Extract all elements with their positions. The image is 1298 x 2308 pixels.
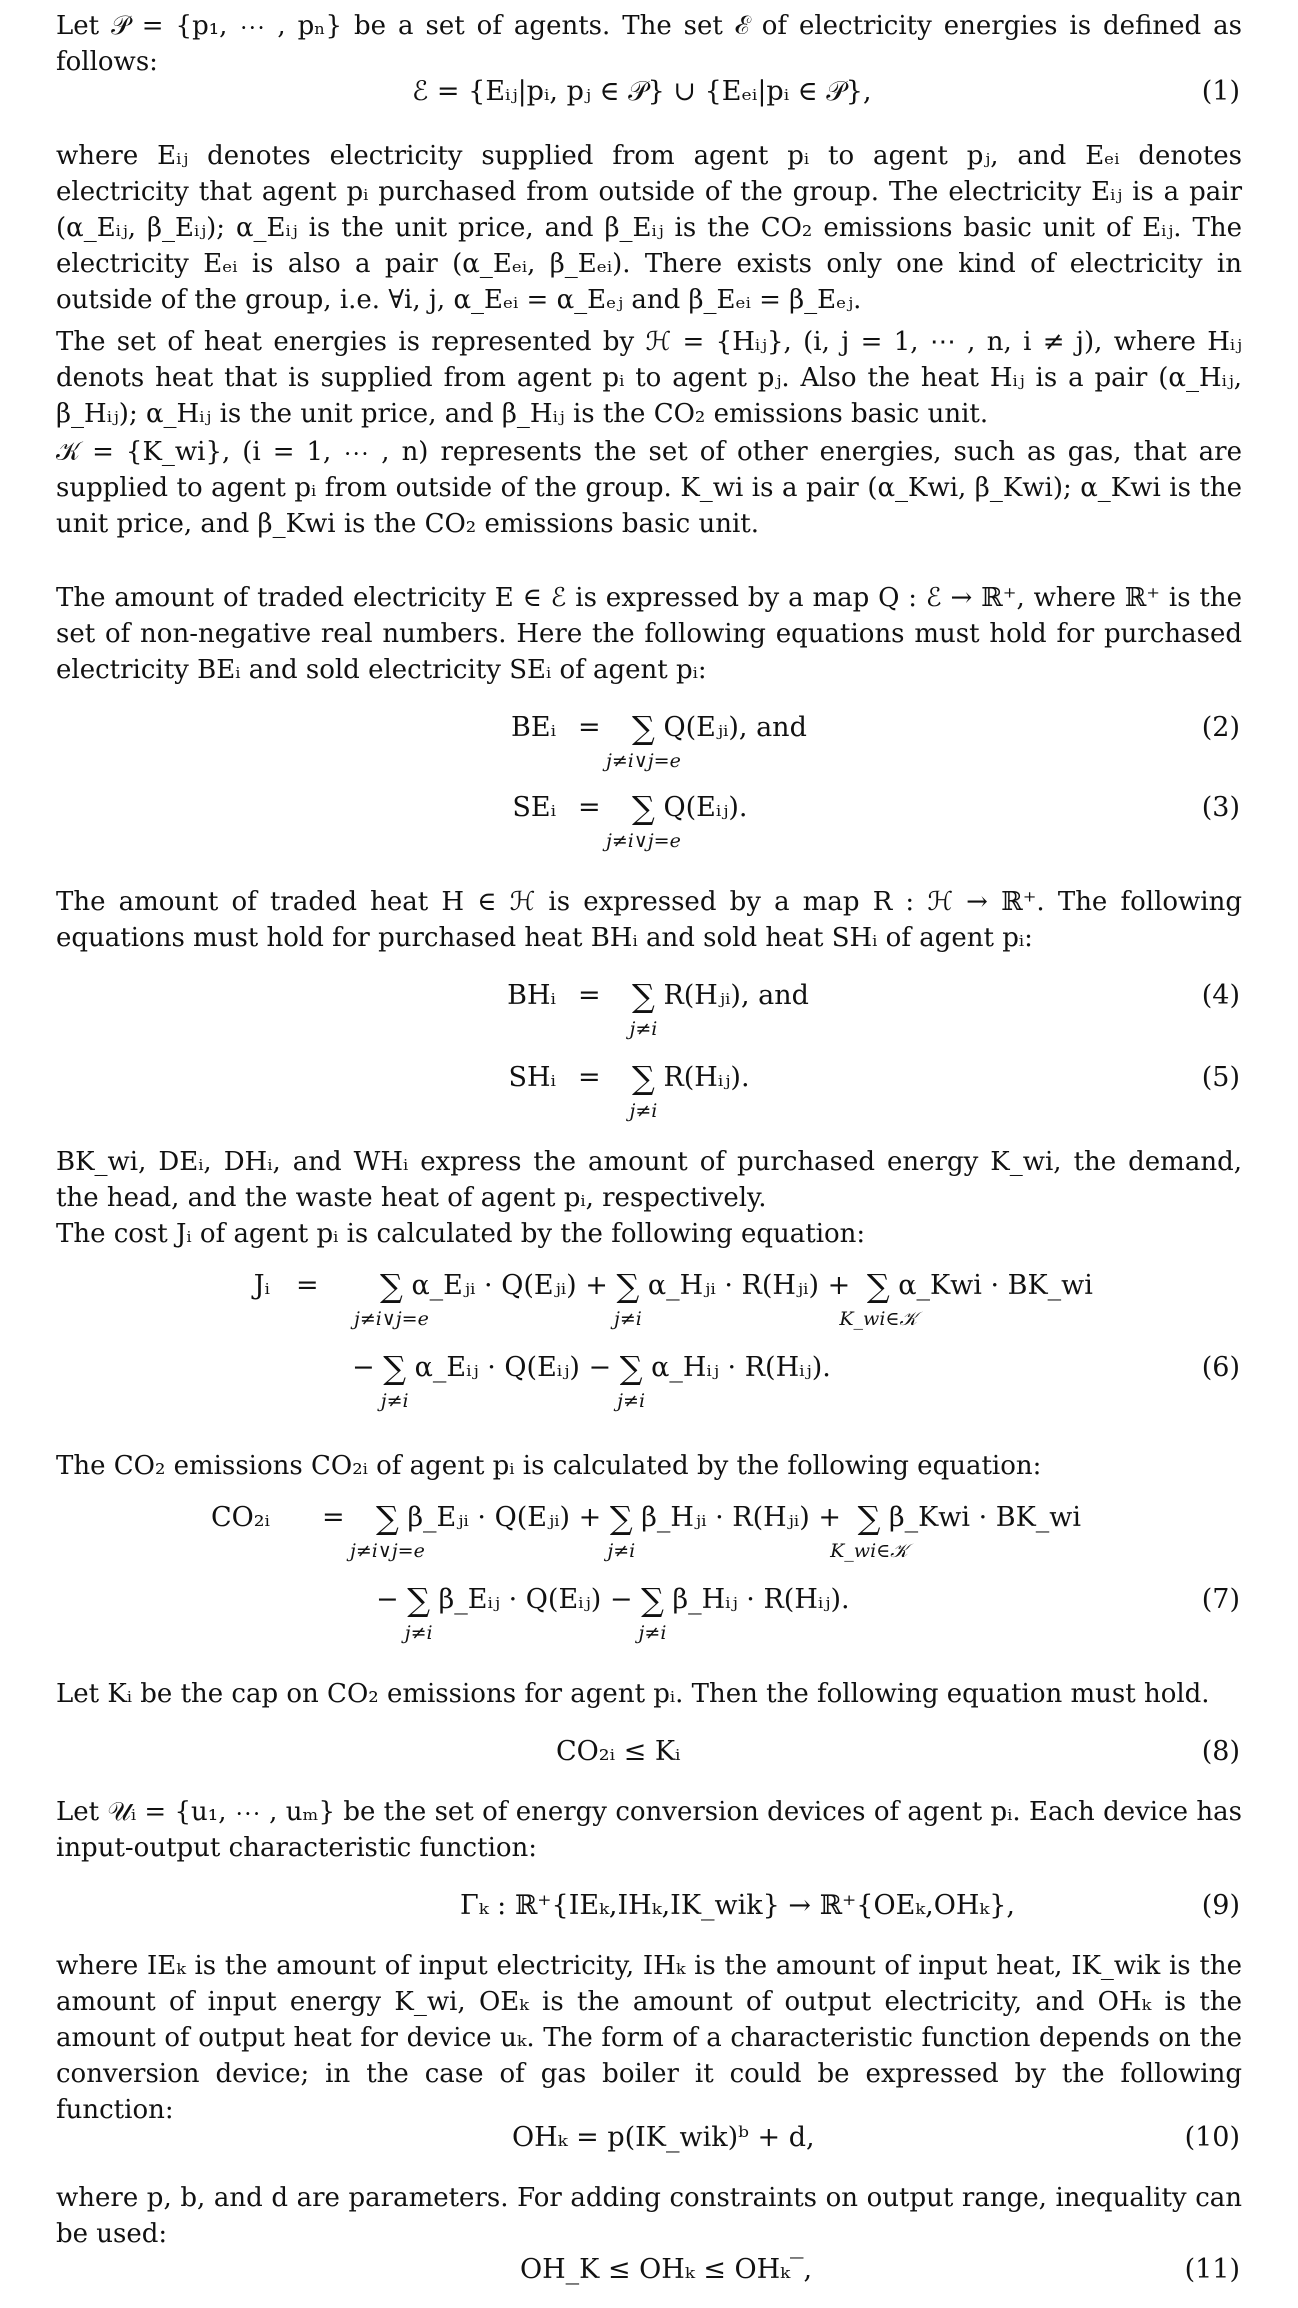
equation-4-lhs: BHᵢ bbox=[507, 980, 556, 1011]
paragraph-heat: The set of heat energies is represented by ℋ = {Hᵢⱼ}, (i, j = 1, ⋯ , n, i ≠ j), where Hᵢⱼ denots heat that is supplied from agent pᵢ to agent pⱼ. Also the heat Hᵢⱼ is a pair (α_Hᵢⱼ, β_Hᵢⱼ); α_Hᵢⱼ is the unit price, and β_Hᵢⱼ is the CO₂ emissions basic unit. bbox=[56, 327, 1242, 429]
equation-2-lhs: BEᵢ bbox=[511, 712, 556, 743]
summation: ∑ j≠i∨j=e bbox=[353, 1267, 429, 1330]
equation-2-rhs: Q(Eⱼᵢ), and bbox=[663, 712, 807, 743]
summation-index: j≠i∨j=e bbox=[605, 830, 681, 852]
equation-7-term: β_Hⱼᵢ · R(Hⱼᵢ) + bbox=[641, 1502, 841, 1533]
equation-2-rel: = bbox=[578, 712, 601, 743]
equation-number: (3) bbox=[1201, 792, 1240, 823]
paragraph-electricity: where Eᵢⱼ denotes electricity supplied from agent pᵢ to agent pⱼ, and Eₑᵢ denotes electricity that agent pᵢ purchased from outside of the group. The electricity Eᵢⱼ is a pair (α_Eᵢⱼ, β_Eᵢⱼ); α_Eᵢⱼ is the unit price, and β_Eᵢⱼ is the CO₂ emissions basic unit of Eᵢⱼ. The electricity Eₑᵢ is also a pair (α_Eₑᵢ, β_Eₑᵢ). There exists only one kind of electricity in outside of the group, i.e. ∀i, j, α_Eₑᵢ = α_Eₑⱼ and β_Eₑᵢ = β_Eₑⱼ. bbox=[56, 141, 1242, 315]
summation: ∑ j≠i bbox=[404, 1581, 433, 1644]
summation: ∑ j≠i∨j=e bbox=[349, 1499, 425, 1562]
equation-number: (2) bbox=[1201, 712, 1240, 743]
equation-2 bbox=[0, 709, 1298, 772]
equation-5-rel: = bbox=[578, 1062, 601, 1093]
equation-3-rhs: Q(Eᵢⱼ). bbox=[663, 792, 748, 823]
equation-7-line-1 bbox=[0, 1499, 1298, 1562]
equation-6-term: α_Kwi · BK_wi bbox=[898, 1270, 1093, 1301]
equation-6-term: α_Hᵢⱼ · R(Hᵢⱼ). bbox=[651, 1352, 831, 1383]
equation-5-lhs: SHᵢ bbox=[508, 1062, 556, 1093]
equation-11 bbox=[0, 2254, 1298, 2294]
equation-4-rhs: R(Hⱼᵢ), and bbox=[663, 980, 809, 1011]
paragraph-parameters: where p, b, and d are parameters. For adding constraints on output range, inequality can be used: bbox=[56, 2183, 1242, 2249]
equation-6-term: α_Eᵢⱼ · Q(Eᵢⱼ) − bbox=[414, 1352, 612, 1383]
equation-8-body: CO₂ᵢ ≤ Kᵢ bbox=[556, 1736, 681, 1767]
summation: ∑ j≠i bbox=[629, 1059, 658, 1122]
equation-7-term: β_Eᵢⱼ · Q(Eᵢⱼ) − bbox=[438, 1584, 633, 1615]
equation-4-rel: = bbox=[578, 980, 601, 1011]
equation-4 bbox=[0, 977, 1298, 1040]
paragraph-traded-electricity: The amount of traded electricity E ∈ ℰ is expressed by a map Q : ℰ → ℝ⁺, where ℝ⁺ is the set of non-negative real numbers. Here the following equations must hold for purchased electricity BEᵢ and sold electricity SEᵢ of agent pᵢ: bbox=[56, 583, 1242, 685]
equation-number: (7) bbox=[1201, 1584, 1240, 1615]
equation-7-term: β_Hᵢⱼ · R(Hᵢⱼ). bbox=[672, 1584, 850, 1615]
summation: ∑ j≠i∨j=e bbox=[605, 709, 681, 772]
equation-number: (8) bbox=[1201, 1736, 1240, 1767]
summation: ∑ j≠i bbox=[638, 1581, 667, 1644]
equation-3-lhs: SEᵢ bbox=[512, 792, 556, 823]
equation-9-body: Γₖ : ℝ⁺{IEₖ,IHₖ,IK_wik} → ℝ⁺{OEₖ,OHₖ}, bbox=[460, 1890, 1016, 1921]
equation-6-line-2: − ∑ j≠i α_Eᵢⱼ · Q(Eᵢⱼ) − ∑ j≠i α_Hᵢⱼ · R(Hᵢⱼ). (6) bbox=[352, 1349, 1240, 1412]
equation-number: (1) bbox=[1201, 76, 1240, 107]
summation: ∑ j≠i bbox=[607, 1499, 636, 1562]
summation: ∑ j≠i∨j=e bbox=[605, 789, 681, 852]
equation-3-rel: = bbox=[578, 792, 601, 823]
equation-7-rel: = bbox=[322, 1502, 345, 1533]
equation-7-line-2: − ∑ j≠i β_Eᵢⱼ · Q(Eᵢⱼ) − ∑ j≠i β_Hᵢⱼ · R(Hᵢⱼ). (7) bbox=[376, 1581, 1240, 1644]
paragraph-cap: Let Kᵢ be the cap on CO₂ emissions for agent pᵢ. Then the following equation must hold. bbox=[56, 1679, 1210, 1709]
summation: ∑ K_wi∈𝒦 bbox=[830, 1499, 908, 1562]
summation: ∑ j≠i bbox=[629, 977, 658, 1040]
paragraph-traded-heat: The amount of traded heat H ∈ ℋ is expressed by a map R : ℋ → ℝ⁺. The following equations must hold for purchased heat BHᵢ and sold heat SHᵢ of agent pᵢ: bbox=[56, 887, 1242, 953]
equation-1 bbox=[0, 76, 1298, 116]
equation-number: (4) bbox=[1201, 980, 1240, 1011]
summation-index: j≠i bbox=[629, 1018, 658, 1040]
equation-number: (11) bbox=[1184, 2254, 1240, 2285]
equation-10-body: OHₖ = p(IK_wik)ᵇ + d, bbox=[512, 2122, 815, 2153]
equation-10 bbox=[0, 2122, 1298, 2162]
equation-7-lhs: CO₂ᵢ bbox=[210, 1502, 270, 1533]
equation-6-term: α_Hⱼᵢ · R(Hⱼᵢ) + bbox=[647, 1270, 851, 1301]
equation-11-body: OH_K ≤ OHₖ ≤ OHₖ‾, bbox=[520, 2254, 813, 2285]
equation-6-rel: = bbox=[296, 1270, 319, 1301]
paragraph-agents: Let 𝒫 = {p₁, ⋯ , pₙ} be a set of agents. The set ℰ of electricity energies is defined as follows: bbox=[56, 11, 1242, 77]
equation-9 bbox=[0, 1890, 1298, 1930]
summation: ∑ j≠i bbox=[380, 1349, 409, 1412]
equation-3 bbox=[0, 789, 1298, 852]
summation: ∑ K_wi∈𝒦 bbox=[839, 1267, 918, 1330]
paragraph-characteristic: where IEₖ is the amount of input electricity, IHₖ is the amount of input heat, IK_wik is the amount of input energy K_wi, OEₖ is the amount of output electricity, and OHₖ is the amount of output heat for device uₖ. The form of a characteristic function depends on the conversion device; in the case of gas boiler it could be expressed by the following function: bbox=[56, 1951, 1242, 2125]
equation-1-body: ℰ = {Eᵢⱼ|pᵢ, pⱼ ∈ 𝒫} ∪ {Eₑᵢ|pᵢ ∈ 𝒫}, bbox=[412, 76, 872, 107]
equation-6-lhs: Jᵢ bbox=[253, 1270, 270, 1301]
summation-index: j≠i bbox=[629, 1100, 658, 1122]
paragraph-other-energies: 𝒦 = {K_wi}, (i = 1, ⋯ , n) represents the set of other energies, such as gas, that are supplied to agent pᵢ from outside of the group. K_wi is a pair (α_Kwi, β_Kwi); α_Kwi is the unit price, and β_Kwi is the CO₂ emissions basic unit. bbox=[56, 437, 1242, 539]
summation-index: j≠i∨j=e bbox=[605, 750, 681, 772]
equation-6-line-1 bbox=[0, 1267, 1298, 1330]
equation-5 bbox=[0, 1059, 1298, 1122]
summation: ∑ j≠i bbox=[617, 1349, 646, 1412]
equation-5-rhs: R(Hᵢⱼ). bbox=[663, 1062, 750, 1093]
equation-7-term: β_Eⱼᵢ · Q(Eⱼᵢ) + bbox=[407, 1502, 602, 1533]
equation-6-term: α_Eⱼᵢ · Q(Eⱼᵢ) + bbox=[411, 1270, 608, 1301]
paragraph-devices: Let 𝒰ᵢ = {u₁, ⋯ , uₘ} be the set of energy conversion devices of agent pᵢ. Each device has input-output characteristic function: bbox=[56, 1797, 1242, 1863]
equation-number: (6) bbox=[1201, 1352, 1240, 1383]
equation-8 bbox=[0, 1736, 1298, 1776]
equation-7-term: β_Kwi · BK_wi bbox=[889, 1502, 1082, 1533]
paragraph-purchased-energy: BK_wi, DEᵢ, DHᵢ, and WHᵢ express the amount of purchased energy K_wi, the demand, the head, and the waste heat of agent pᵢ, respectively. bbox=[56, 1147, 1242, 1213]
equation-number: (5) bbox=[1201, 1062, 1240, 1093]
equation-number: (9) bbox=[1201, 1890, 1240, 1921]
summation: ∑ j≠i bbox=[613, 1267, 642, 1330]
paragraph-cost-intro: The cost Jᵢ of agent pᵢ is calculated by the following equation: bbox=[56, 1219, 866, 1249]
equation-number: (10) bbox=[1184, 2122, 1240, 2153]
paragraph-co2-intro: The CO₂ emissions CO₂ᵢ of agent pᵢ is calculated by the following equation: bbox=[56, 1451, 1042, 1481]
